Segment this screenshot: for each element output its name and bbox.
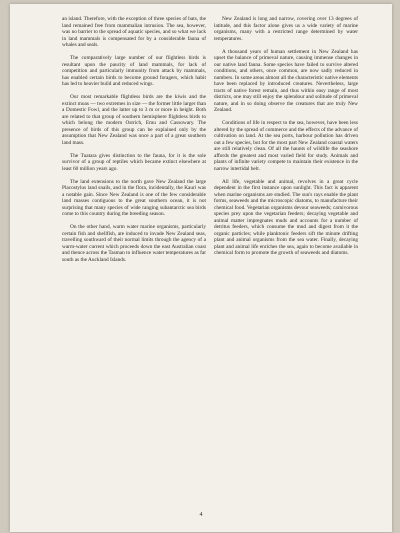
left-column (62, 16, 206, 270)
paragraph: The comparatively large number of our flightless birds is resultant upon the paucity of land mammals, for lack of competition and particularly immunity from attack by mammals, has enabled certain birds to become ground foragers, which habit has led to heavier build and reduced wings. (62, 55, 206, 87)
paragraph: All life, vegetable and animal, revolves in a great cycle dependent in the first instance upon sunlight. This fact is apparent when marine organisms are studied. The sun's rays enable the plant forms, seaweeds and the microscopic diatoms, to manufacture their chemical food. Vegetarian organisms devour seaweeds; carnivorous species prey upon the vegetarian feeders; decaying vegetable and animal matter impregnates muds and accounts for a number of detritus feeders, which consume the mud and digest from it the organic particles; while planktonic feeders sift the minute drifting plant and animal organisms from the sea water. Finally, decaying plant and animal life enriches the sea, again to become available in chemical form to promote the growth of seaweeds and diatoms. (214, 178, 358, 256)
paragraph: On the other hand, warm water marine organisms, particularly certain fish and shellfish, are induced to invade New Zealand seas, travelling southward of their normal limits through the agency of a warm-water current which proceeds down the east Australian coast and thence across the Tasman to influence water temperatures as far south as the Auckland Islands. (62, 224, 206, 263)
paragraph: Conditions of life in respect to the sea, however, have been less altered by the spread of commerce and the effects of the advance of cultivation on land. At the sea ports, harbour pollution has driven out a few species, but for the most part New Zealand coastal waters are still relatively clean. Of all the haunts of wildlife the seashore affords the greatest and most varied field for study. Animals and plants of infinite variety compete to maintain their existence in the narrow intertidal belt. (214, 120, 358, 172)
right-column (214, 16, 358, 263)
page-number: 4 (199, 512, 203, 518)
paragraph: an island. Therefore, with the exception of three species of bats, the land remained free from mammalian intrusion. The sea, however, was no barrier to the spread of aquatic species, and so what we lack in land mammals is compensated for by a considerable fauna of whales and seals. (62, 16, 206, 48)
book-page (10, 4, 392, 532)
paragraph: A thousand years of human settlement in New Zealand has upset the balance of primeval nature, causing immense changes in our native land fauna. Some species have failed to survive altered conditions, and others, once common, are now sadly reduced in numbers. In some areas almost all the characteristic native elements have been replaced by introduced creatures. Nevertheless, large tracts of native forest remain, and thus within easy range of most districts, one may still enjoy the splendour and solitude of primeval nature, and in so doing observe the creatures that are truly New Zealand. (214, 48, 358, 113)
paragraph: The land extensions to the north gave New Zealand the large Placostylus land snails, and in the flora, incidentally, the Kauri was a notable gain. Since New Zealand is one of the few considerable land masses contiguous to the great southern ocean, it is not surprising that many species of wide ranging subantarctic sea birds come to this country during the breeding season. (62, 178, 206, 217)
paragraph: The Tuatara gives distinction to the fauna, for it is the sole survivor of a group of reptiles which became extinct elsewhere at least 60 million years ago. (62, 152, 206, 172)
paragraph: New Zealand is long and narrow, covering over 13 degrees of latitude, and this factor alone gives us a wide variety of marine organisms, many with a restricted range determined by water temperatures. (214, 16, 358, 42)
paragraph: Our most remarkable flightless birds are the kiwis and the extinct moas — two extremes in size — the former little larger than a Domestic Fowl, and the latter up to 3 m or more in height. Both are related to that group of southern hemisphere flightless birds to which belong the modern Ostrich, Emu and Cassowary. The presence of birds of this group can be explained only by the assumption that New Zealand was once a part of a great southern land mass. (62, 94, 206, 146)
